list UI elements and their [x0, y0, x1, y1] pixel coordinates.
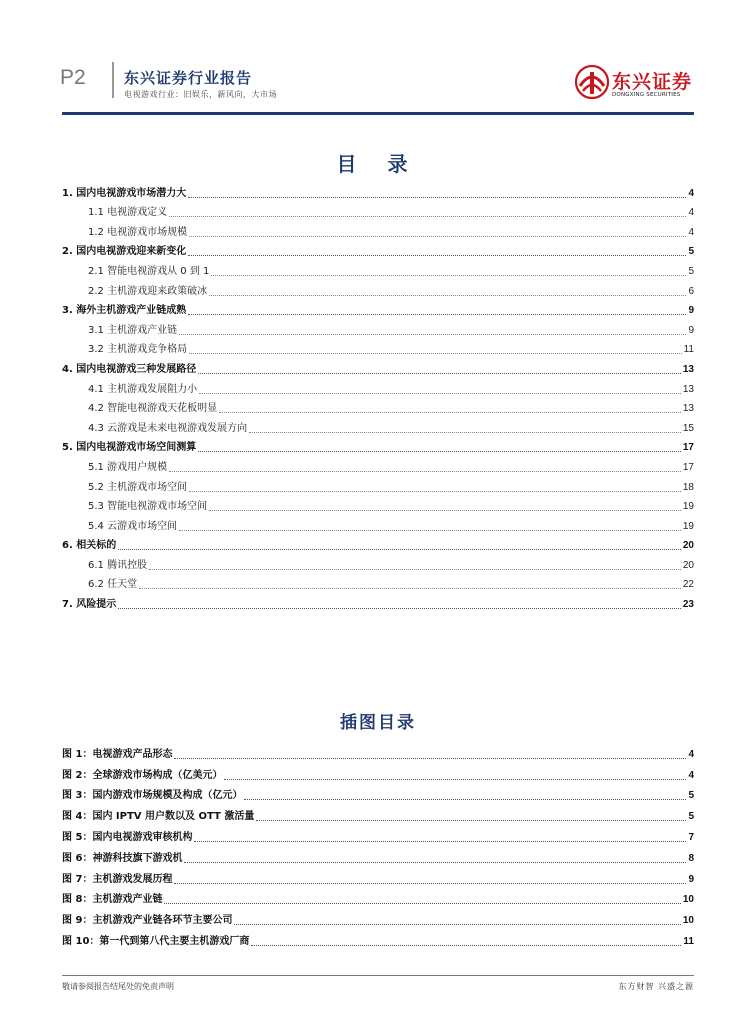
toc-entry-page: 4 [688, 207, 694, 219]
dot-leader [244, 798, 686, 800]
toc-entry[interactable] [62, 552, 694, 572]
toc-entry[interactable] [62, 844, 694, 865]
toc-heading: 目 录 [336, 152, 420, 176]
dot-leader [198, 450, 681, 452]
toc-entry-label: 2.1 智能电视游戏从 0 到 1 [88, 265, 210, 277]
toc-entry-label: 2. 国内电视游戏迎来新变化 [62, 246, 187, 258]
toc-entry-page: 9 [688, 324, 694, 336]
toc-entry-page: 17 [682, 461, 694, 473]
dot-leader [209, 294, 686, 296]
toc-entry-page: 8 [688, 852, 694, 864]
toc-entry-label: 6.1 腾讯控股 [88, 559, 148, 571]
dot-leader [194, 840, 686, 842]
toc-entry-label: 图 10：第一代到第八代主要主机游戏厂商 [62, 935, 250, 947]
toc-entry-page: 19 [682, 501, 694, 513]
toc-entry-page: 9 [688, 305, 694, 317]
dot-leader [224, 778, 686, 780]
toc-entry-label: 图 3：国内游戏市场规模及构成（亿元） [62, 790, 243, 802]
dot-leader [174, 757, 686, 759]
toc-entry-page: 23 [682, 599, 694, 611]
toc-entry[interactable] [62, 180, 694, 200]
footer-slogan: 东方财智 兴盛之源 [618, 982, 694, 991]
toc-entry-label: 5. 国内电视游戏市场空间测算 [62, 442, 197, 454]
dot-leader [179, 529, 681, 531]
toc-entry-label: 1. 国内电视游戏市场潜力大 [62, 187, 187, 199]
header-rule [62, 112, 694, 115]
logo-english-name: DONGXING SECURITIES [612, 92, 681, 98]
dot-leader [189, 352, 682, 354]
toc-entry[interactable] [62, 740, 694, 761]
toc-entry-page: 5 [688, 265, 694, 277]
toc-entry[interactable] [62, 533, 694, 553]
dot-leader [189, 490, 681, 492]
toc-entry-label: 3.2 主机游戏竞争格局 [88, 344, 188, 356]
dot-leader [174, 882, 686, 884]
toc-entry[interactable] [62, 219, 694, 239]
toc-entry[interactable] [62, 258, 694, 278]
dot-leader [188, 196, 686, 198]
toc-entry-label: 5.4 云游戏市场空间 [88, 520, 178, 532]
toc-entry-label: 7. 风险提示 [62, 599, 117, 611]
toc-entry-page: 11 [683, 935, 694, 947]
toc-entry[interactable] [62, 298, 694, 318]
dot-leader [164, 902, 680, 904]
dot-leader [234, 923, 680, 925]
toc-entry-page: 20 [682, 559, 694, 571]
dot-leader [189, 235, 686, 237]
toc-entry[interactable] [62, 376, 694, 396]
toc-entry[interactable] [62, 435, 694, 455]
toc-entry-label: 1.2 电视游戏市场规模 [88, 226, 188, 238]
dot-leader [169, 215, 686, 217]
toc-entry-page: 9 [688, 873, 694, 885]
toc-entry-page: 6 [688, 285, 694, 297]
toc-entry-page: 22 [682, 579, 694, 591]
report-subtitle: 电视游戏行业：旧娱乐，新风向，大市场 [124, 90, 277, 99]
toc-entry[interactable] [62, 317, 694, 337]
toc-entry-page: 5 [688, 246, 694, 258]
toc-entry-label: 4.1 主机游戏发展阻力小 [88, 383, 198, 395]
toc-entry-label: 5.1 游戏用户规模 [88, 461, 168, 473]
toc-entry-label: 4.3 云游戏是未来电视游戏发展方向 [88, 422, 248, 434]
report-title: 东兴证券行业报告 [124, 69, 253, 87]
toc-entry[interactable] [62, 278, 694, 298]
toc-entry-label: 图 7：主机游戏发展历程 [62, 873, 173, 885]
toc-entry[interactable] [62, 886, 694, 907]
toc-entry-page: 5 [688, 811, 694, 823]
dot-leader [169, 470, 681, 472]
toc-entry-label: 3. 海外主机游戏产业链成熟 [62, 305, 187, 317]
toc-entry-label: 4. 国内电视游戏三种发展路径 [62, 363, 197, 375]
logo-mark-icon [574, 62, 610, 102]
dot-leader [118, 607, 681, 609]
dot-leader [249, 431, 681, 433]
toc-entry[interactable] [62, 200, 694, 220]
header-divider [112, 62, 114, 98]
toc-entry-label: 图 1：电视游戏产品形态 [62, 748, 173, 760]
footer-disclaimer: 敬请参阅报告结尾处的免责声明 [62, 982, 174, 991]
toc-entry-page: 11 [683, 344, 694, 356]
dot-leader [188, 313, 686, 315]
dot-leader [199, 392, 681, 394]
toc-entry[interactable] [62, 494, 694, 514]
dot-leader [219, 411, 681, 413]
toc-entry-page: 4 [688, 748, 694, 760]
toc-entry-page: 13 [682, 403, 694, 415]
toc-entry[interactable] [62, 572, 694, 592]
toc-entry-page: 10 [682, 894, 694, 906]
figure-list-heading: 插图目录 [340, 713, 416, 733]
toc-entry[interactable] [62, 865, 694, 886]
toc-entry-label: 6.2 任天堂 [88, 579, 138, 591]
toc-entry-label: 5.2 主机游戏市场空间 [88, 481, 188, 493]
toc-entry[interactable] [62, 454, 694, 474]
dot-leader [251, 944, 681, 946]
toc-entry-page: 15 [682, 422, 694, 434]
dot-leader [211, 274, 686, 276]
toc-entry-label: 4.2 智能电视游戏天花板明显 [88, 403, 218, 415]
toc-entry-label: 3.1 主机游戏产业链 [88, 324, 178, 336]
toc-entry-label: 图 4：国内 IPTV 用户数以及 OTT 激活量 [62, 811, 255, 823]
report-header [0, 0, 755, 118]
toc-entry[interactable] [62, 239, 694, 259]
toc-entry-label: 图 6：神游科技旗下游戏机 [62, 852, 183, 864]
toc-entry-label: 图 8：主机游戏产业链 [62, 894, 163, 906]
toc-entry[interactable] [62, 591, 694, 611]
toc-entry-label: 6. 相关标的 [62, 540, 117, 552]
toc-entry-page: 19 [682, 520, 694, 532]
dot-leader [139, 587, 681, 589]
dot-leader [209, 509, 681, 511]
toc-entry[interactable] [62, 474, 694, 494]
toc-entry[interactable] [62, 782, 694, 803]
toc-entry-label: 5.3 智能电视游戏市场空间 [88, 501, 208, 513]
dot-leader [184, 861, 686, 863]
toc-entry-page: 17 [682, 442, 694, 454]
toc-entry-page: 20 [682, 540, 694, 552]
toc-entry-label: 1.1 电视游戏定义 [88, 207, 168, 219]
footer-rule [62, 975, 694, 976]
toc-entry[interactable] [62, 823, 694, 844]
toc-entry-page: 5 [688, 790, 694, 802]
company-logo [574, 62, 694, 104]
dot-leader [149, 568, 681, 570]
toc-entry-label: 图 5：国内电视游戏审核机构 [62, 831, 193, 843]
toc-entry-page: 13 [682, 383, 694, 395]
toc-entry[interactable] [62, 513, 694, 533]
logo-chinese-name: 东兴证券 [612, 71, 693, 93]
toc-entry-page: 10 [682, 915, 694, 927]
toc-entry-page: 4 [688, 226, 694, 238]
toc-entry[interactable] [62, 415, 694, 435]
toc-entry-label: 图 2：全球游戏市场构成（亿美元） [62, 769, 223, 781]
table-of-contents [62, 180, 694, 611]
list-of-figures [62, 740, 694, 948]
toc-entry[interactable] [62, 761, 694, 782]
dot-leader [188, 254, 686, 256]
toc-entry[interactable] [62, 337, 694, 357]
toc-entry-label: 2.2 主机游戏迎来政策破冰 [88, 285, 208, 297]
page-number: P2 [60, 66, 86, 89]
toc-entry-page: 4 [688, 187, 694, 199]
toc-entry[interactable] [62, 927, 694, 948]
dot-leader [198, 372, 681, 374]
toc-entry-page: 13 [682, 363, 694, 375]
toc-entry-page: 18 [682, 481, 694, 493]
toc-entry-page: 7 [688, 831, 694, 843]
toc-entry[interactable] [62, 356, 694, 376]
dot-leader [256, 819, 686, 821]
dot-leader [179, 333, 686, 335]
toc-entry-page: 4 [688, 769, 694, 781]
dot-leader [118, 548, 681, 550]
toc-entry[interactable] [62, 802, 694, 823]
toc-entry-label: 图 9：主机游戏产业链各环节主要公司 [62, 915, 233, 927]
toc-entry[interactable] [62, 906, 694, 927]
toc-entry[interactable] [62, 396, 694, 416]
